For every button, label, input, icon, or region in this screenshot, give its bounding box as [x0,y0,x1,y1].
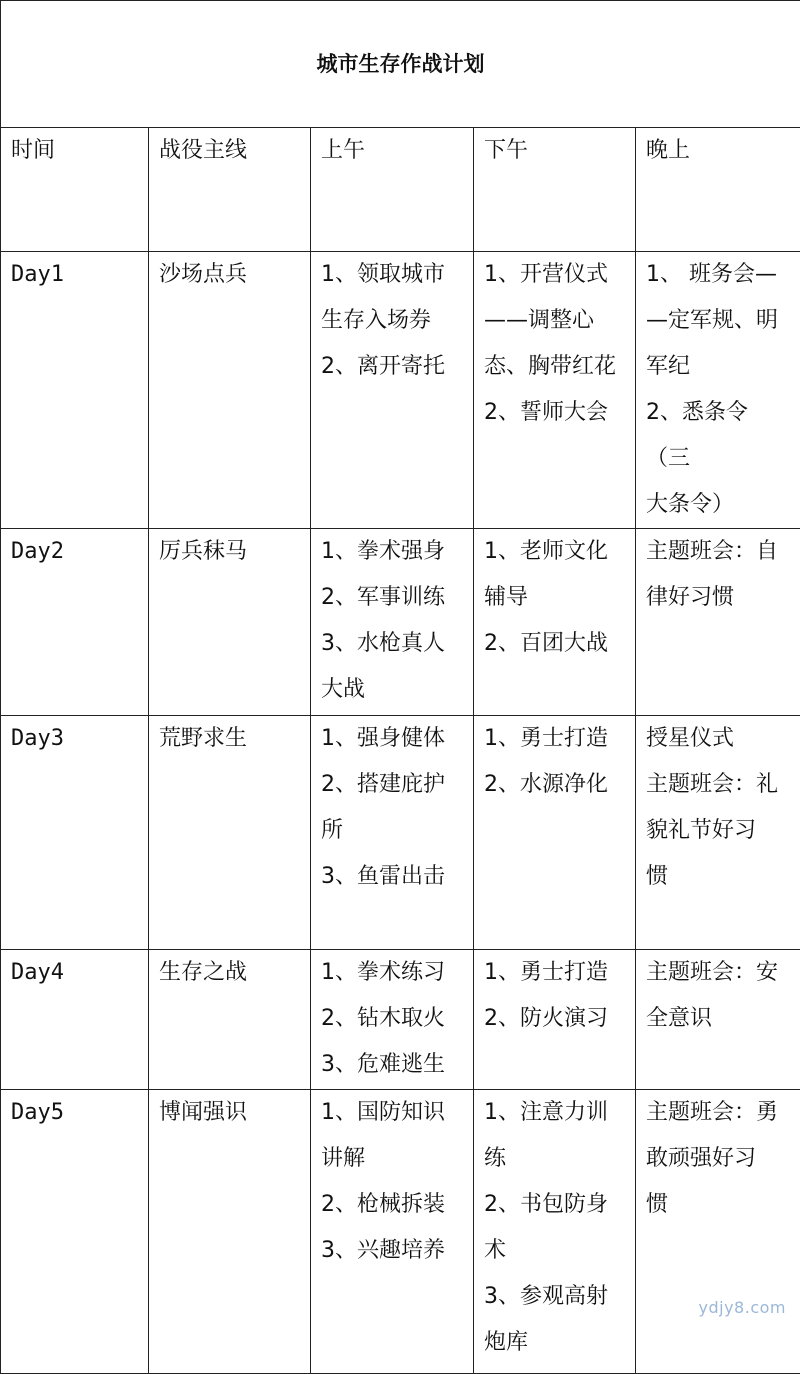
cell-line: 3、水枪真人 [321,621,463,667]
day-cell: Day5 [1,1090,149,1374]
theme-cell: 荒野求生 [149,716,311,950]
title-row [1,1,800,128]
morning-cell [311,716,474,950]
cell-line: 授星仪式 [646,716,790,762]
cell-line: 全意识 [646,996,790,1042]
morning-cell [311,950,474,1090]
cell-line: 态、胸带红花 [484,344,625,390]
watermark-text: ydjy8.com [699,1298,786,1317]
cell-line: 律好习惯 [646,575,790,621]
cell-line: 1、老师文化 [484,529,625,575]
theme-cell: 博闻强识 [149,1090,311,1374]
header-afternoon: 下午 [474,128,636,252]
afternoon-cell [474,950,636,1090]
table-row [1,529,800,716]
day-cell: Day4 [1,950,149,1090]
cell-line: 1、勇士打造 [484,950,625,996]
cell-line: 2、枪械拆装 [321,1182,463,1228]
cell-line: 3、参观高射 [484,1274,625,1320]
afternoon-cell [474,252,636,529]
cell-line: 2、悉条令（三 [646,390,790,482]
day-cell: Day1 [1,252,149,529]
evening-cell [636,716,800,950]
cell-line: 2、百团大战 [484,621,625,667]
evening-cell [636,252,800,529]
cell-line: 1、拳术练习 [321,950,463,996]
cell-line: ——调整心 [484,298,625,344]
cell-line: 炮库 [484,1320,625,1366]
cell-line: 1、强身健体 [321,716,463,762]
cell-line: 3、鱼雷出击 [321,854,463,900]
morning-cell [311,252,474,529]
cell-line: 貌礼节好习 [646,808,790,854]
cell-line: 主题班会：安 [646,950,790,996]
cell-line: 1、勇士打造 [484,716,625,762]
afternoon-cell [474,716,636,950]
cell-line: 大战 [321,667,463,713]
day-cell: Day3 [1,716,149,950]
cell-line: —定军规、明 [646,298,790,344]
theme-cell: 生存之战 [149,950,311,1090]
header-campaign: 战役主线 [149,128,311,252]
cell-line: 惯 [646,1182,790,1228]
cell-line: 辅导 [484,575,625,621]
cell-line: 2、离开寄托 [321,344,463,390]
table-row [1,950,800,1090]
afternoon-cell [474,529,636,716]
evening-cell [636,529,800,716]
cell-line: 2、书包防身 [484,1182,625,1228]
cell-line: 2、军事训练 [321,575,463,621]
cell-line: 练 [484,1136,625,1182]
page-title: 城市生存作战计划 [1,1,800,128]
day-cell: Day2 [1,529,149,716]
cell-line: 1、开营仪式 [484,252,625,298]
header-morning: 上午 [311,128,474,252]
cell-line: 主题班会：自 [646,529,790,575]
cell-line: 1、国防知识 [321,1090,463,1136]
cell-line: 主题班会：勇 [646,1090,790,1136]
table-row [1,716,800,950]
table-row [1,252,800,529]
cell-line: 讲解 [321,1136,463,1182]
cell-line: 1、 班务会— [646,252,790,298]
cell-line: 1、拳术强身 [321,529,463,575]
theme-cell: 沙场点兵 [149,252,311,529]
header-evening: 晚上 [636,128,800,252]
cell-line: 2、钻木取火 [321,996,463,1042]
cell-line: 1、注意力训 [484,1090,625,1136]
cell-line: 敢顽强好习 [646,1136,790,1182]
cell-line: 生存入场券 [321,298,463,344]
evening-cell [636,950,800,1090]
cell-line: 3、兴趣培养 [321,1228,463,1274]
cell-line: 术 [484,1228,625,1274]
cell-line: 2、防火演习 [484,996,625,1042]
cell-line: 主题班会：礼 [646,762,790,808]
cell-line: 2、搭建庇护 [321,762,463,808]
cell-line: 3、危难逃生 [321,1042,463,1088]
theme-cell: 厉兵秣马 [149,529,311,716]
header-time: 时间 [1,128,149,252]
cell-line: 军纪 [646,344,790,390]
cell-line: 惯 [646,854,790,900]
header-row [1,128,800,252]
cell-line: 所 [321,808,463,854]
cell-line: 2、誓师大会 [484,390,625,436]
morning-cell [311,529,474,716]
cell-line: 大条令） [646,482,790,528]
cell-line: 1、领取城市 [321,252,463,298]
cell-line: 2、水源净化 [484,762,625,808]
